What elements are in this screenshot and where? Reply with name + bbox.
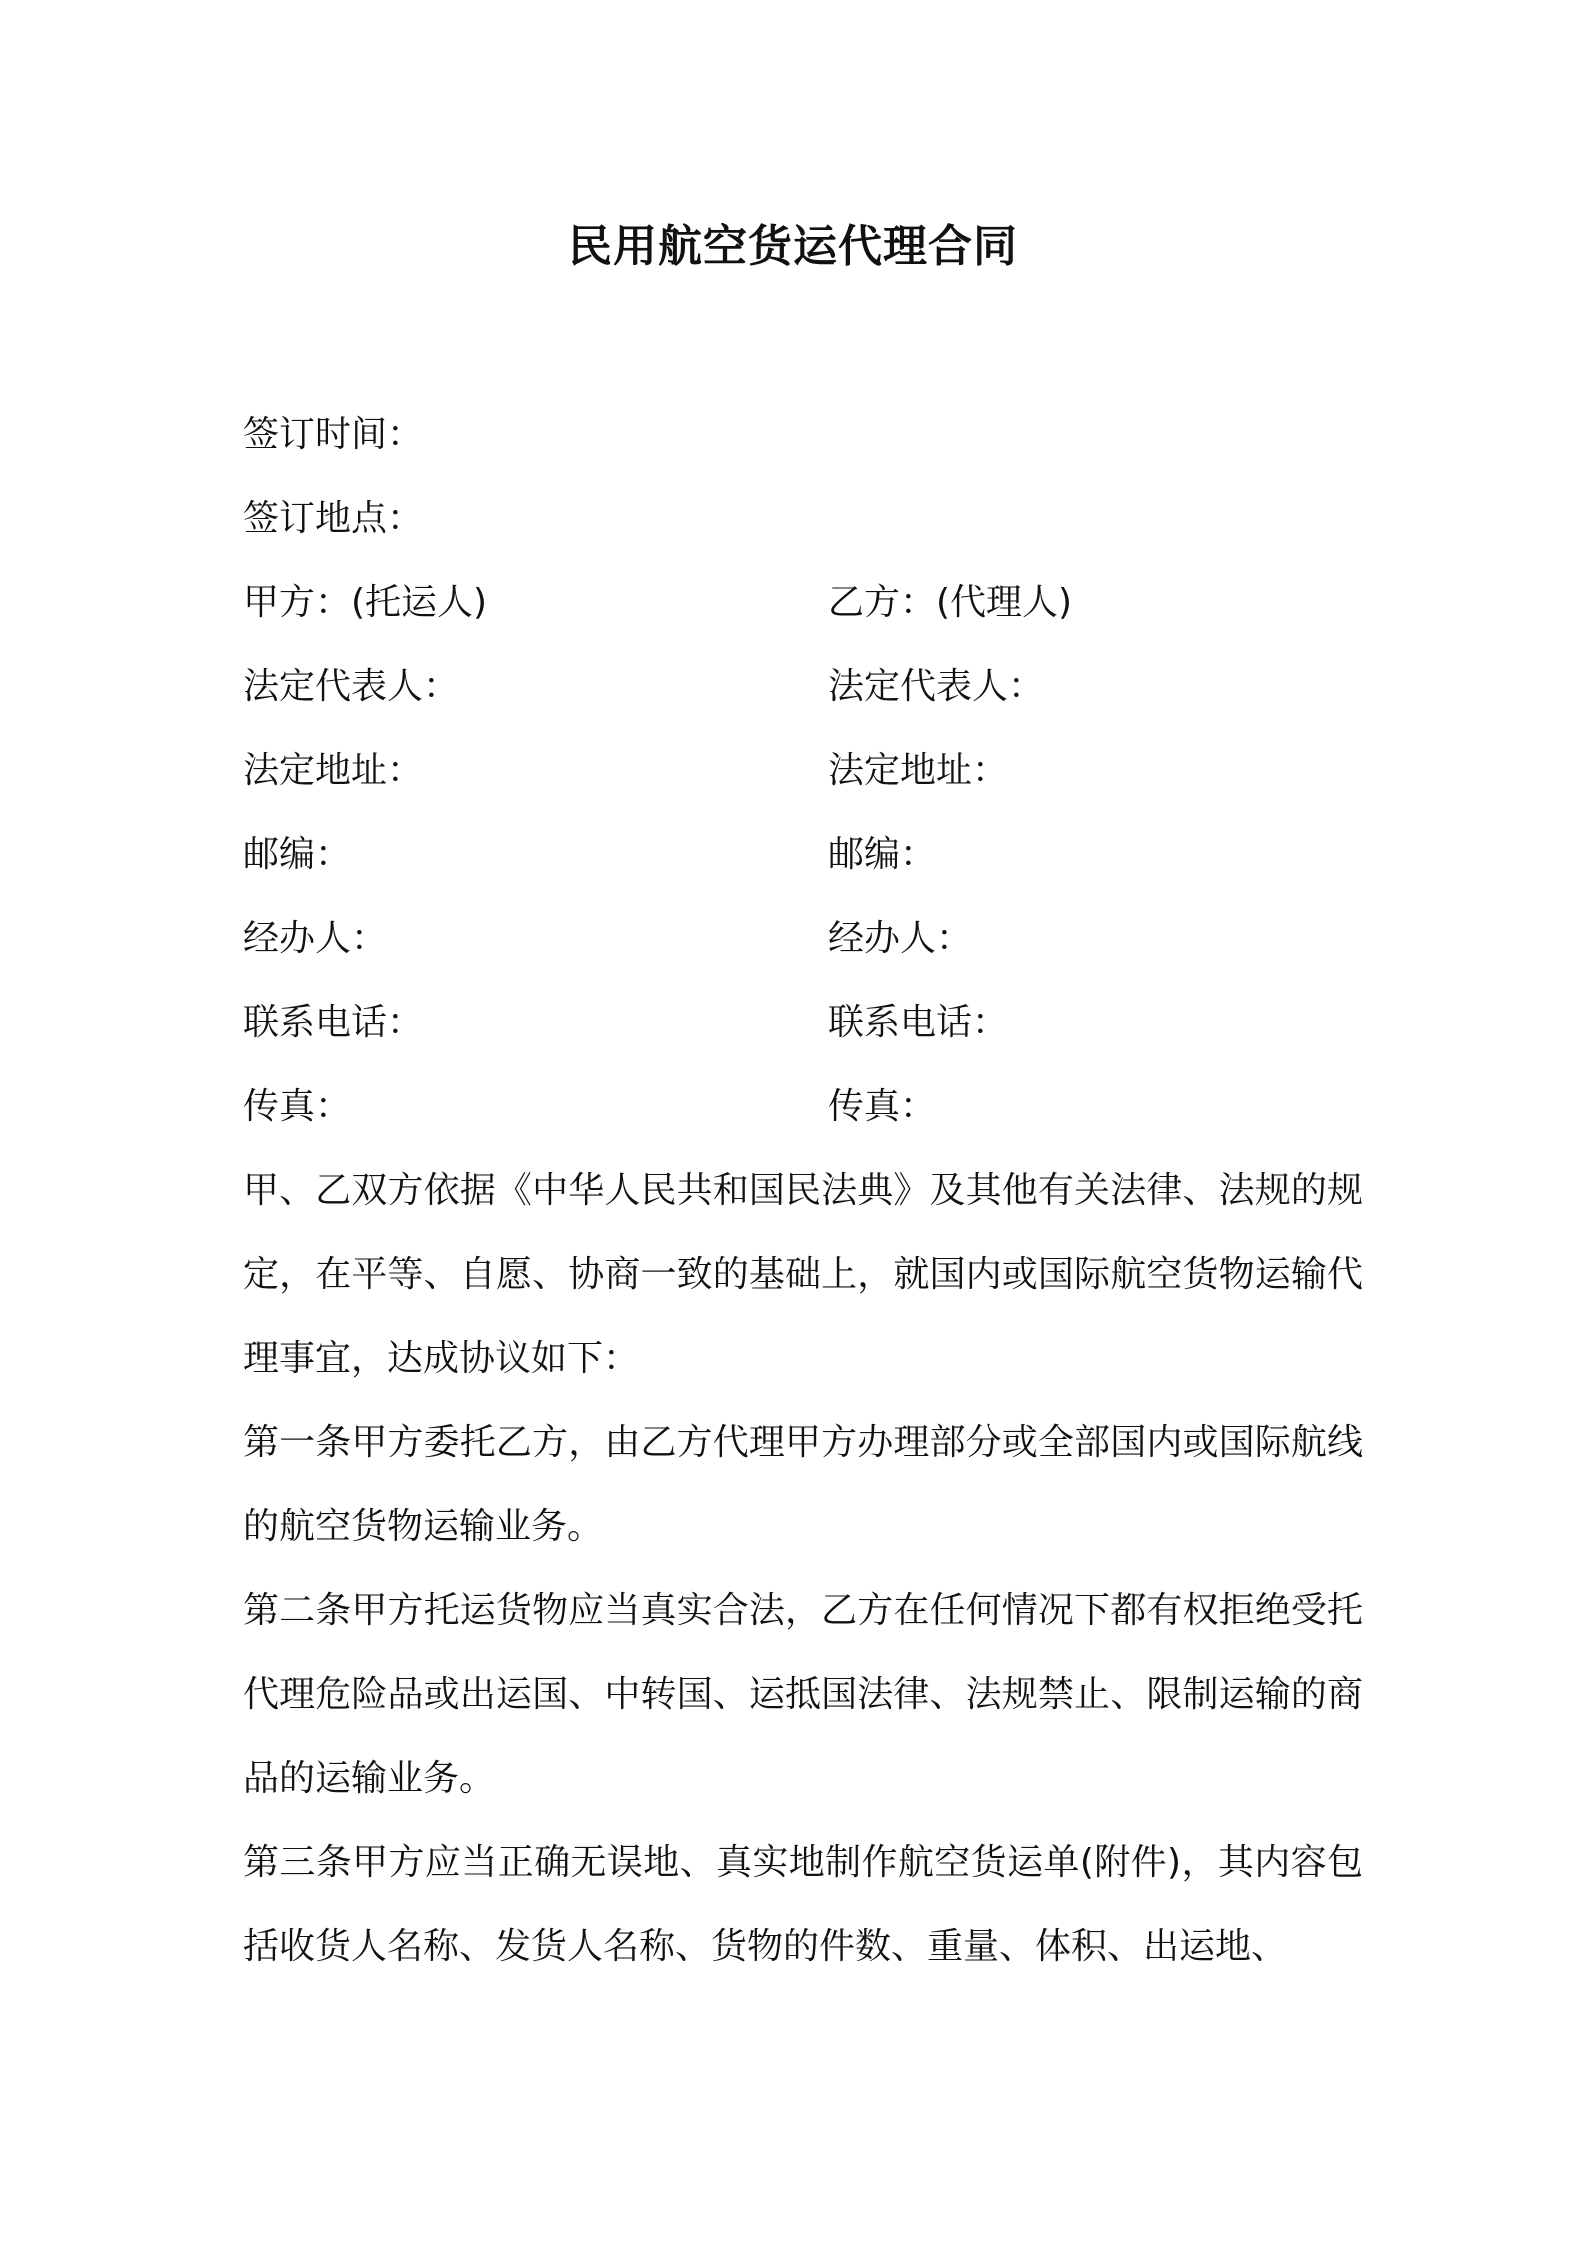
- sign-place-label: 签订地点：: [243, 498, 424, 539]
- party-a-label: 甲方：(托运人): [243, 582, 488, 623]
- sign-time-row: [243, 405, 1363, 465]
- preamble-paragraph: 甲、乙双方依据《中华人民共和国民法典》及其他有关法律、法规的规定，在平等、自愿、协商一致的基础上，就国内或国际航空货物运输代理事宜，达成协议如下：: [243, 1170, 1363, 1379]
- party-a-phone-label: 联系电话：: [243, 1002, 424, 1043]
- party-b-handler-label: 经办人：: [828, 918, 973, 959]
- party-b-phone-label: 联系电话：: [828, 1002, 1009, 1043]
- legal-rep-row: [243, 657, 1363, 717]
- party-a-postcode-label: 邮编：: [243, 834, 352, 875]
- article-2-paragraph: 第二条甲方托运货物应当真实合法，乙方在任何情况下都有权拒绝受托代理危险品或出运国、中转国、运抵国法律、法规禁止、限制运输的商品的运输业务。: [243, 1590, 1363, 1799]
- article-1-paragraph: 第一条甲方委托乙方，由乙方代理甲方办理部分或全部国内或国际航线的航空货物运输业务。: [243, 1422, 1363, 1547]
- party-a-legal-rep-label: 法定代表人：: [243, 666, 460, 707]
- party-a-legal-address-label: 法定地址：: [243, 750, 424, 791]
- phone-row: [243, 993, 1363, 1053]
- party-b-legal-rep-label: 法定代表人：: [828, 666, 1045, 707]
- handler-row: [243, 909, 1363, 969]
- sign-place-row: [243, 489, 1363, 549]
- party-a-handler-label: 经办人：: [243, 918, 388, 959]
- party-row: [243, 573, 1363, 633]
- party-b-label: 乙方：(代理人): [828, 582, 1073, 623]
- document-title: 民用航空货运代理合同: [568, 221, 1018, 272]
- fax-row: [243, 1077, 1363, 1137]
- legal-address-row: [243, 741, 1363, 801]
- party-b-postcode-label: 邮编：: [828, 834, 937, 875]
- party-b-fax-label: 传真：: [828, 1086, 937, 1127]
- postcode-row: [243, 825, 1363, 885]
- party-a-fax-label: 传真：: [243, 1086, 352, 1127]
- sign-time-label: 签订时间：: [243, 414, 424, 455]
- party-b-legal-address-label: 法定地址：: [828, 750, 1009, 791]
- article-3-paragraph: 第三条甲方应当正确无误地、真实地制作航空货运单(附件)，其内容包括收货人名称、发货人名称、货物的件数、重量、体积、出运地、: [243, 1842, 1363, 1967]
